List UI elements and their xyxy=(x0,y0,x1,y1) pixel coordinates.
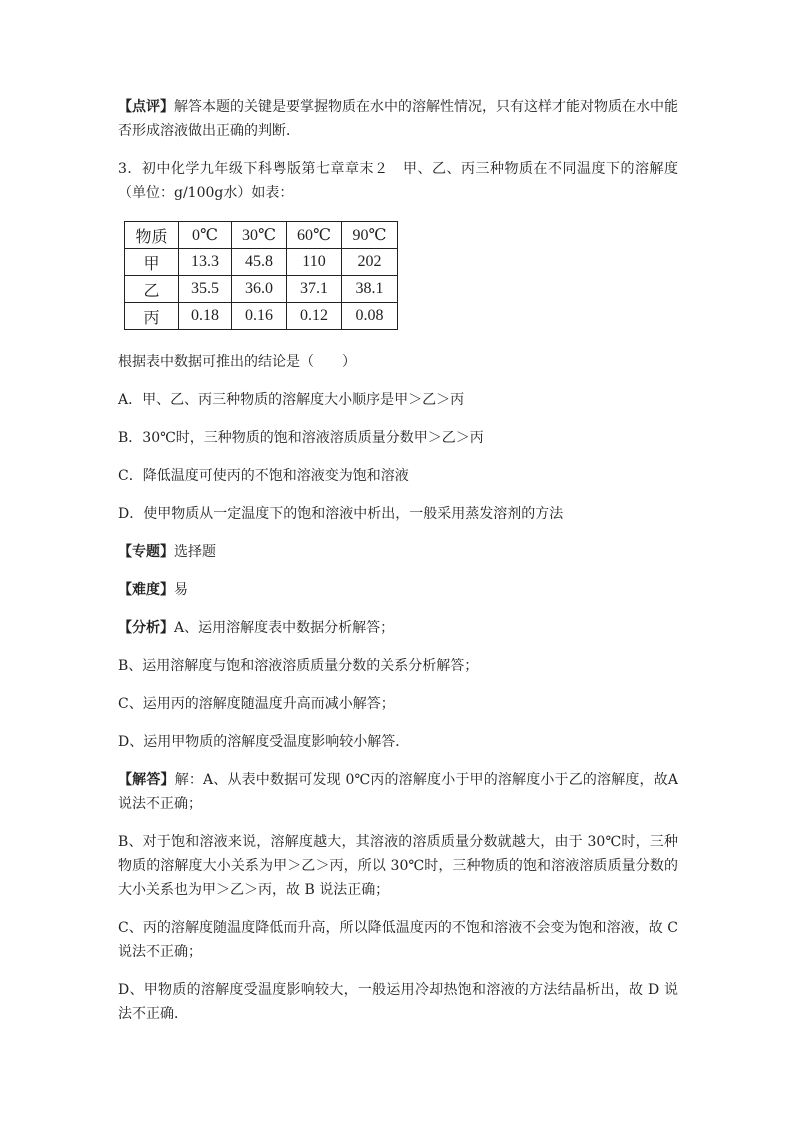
question-number: 3． xyxy=(118,161,142,177)
table-header-cell: 90℃ xyxy=(342,222,398,249)
comment-tag: 【点评】 xyxy=(118,99,174,115)
answer-line-a xyxy=(118,768,678,816)
table-cell: 0.08 xyxy=(342,303,398,330)
table-cell: 13.3 xyxy=(179,249,232,276)
answer-text: 解：A、从表中数据可发现 0℃丙的溶解度小于甲的溶解度小于乙的溶解度，故A说法不正确； xyxy=(118,772,678,812)
table-row xyxy=(125,303,398,330)
table-cell: 丙 xyxy=(125,303,179,330)
difficulty-text: 易 xyxy=(174,582,188,598)
analysis-text: A、运用溶解度表中数据分析解答； xyxy=(174,620,395,636)
table-row xyxy=(125,249,398,276)
table-cell: 甲 xyxy=(125,249,179,276)
answer-tag: 【解答】 xyxy=(118,772,175,788)
table-header-cell: 30℃ xyxy=(232,222,287,249)
analysis-line-c: C、运用丙的溶解度随温度升高而减小解答； xyxy=(118,696,395,712)
table-cell: 110 xyxy=(287,249,342,276)
solubility-table xyxy=(124,221,398,330)
question-stem xyxy=(118,157,678,205)
analysis-line-b: B、运用溶解度与饱和溶液溶质质量分数的关系分析解答； xyxy=(118,658,479,674)
option-b: B．30℃时，三种物质的饱和溶液溶质质量分数甲＞乙＞丙 xyxy=(118,430,484,446)
document-content xyxy=(118,95,678,1040)
table-header-cell: 物质 xyxy=(125,222,179,249)
answer-line-d: D、甲物质的溶解度受温度影响较大，一般运用冷却热饱和溶液的方法结晶析出，故 D 说法不正确． xyxy=(118,982,678,1022)
table-header-cell: 0℃ xyxy=(179,222,232,249)
table-header-row xyxy=(125,222,398,249)
comment-paragraph xyxy=(118,95,678,143)
table-cell: 35.5 xyxy=(179,276,232,303)
table-cell: 0.18 xyxy=(179,303,232,330)
comment-text: 解答本题的关键是要掌握物质在水中的溶解性情况，只有这样才能对物质在水中能否形成溶液做出正确的判断． xyxy=(118,99,678,139)
topic-text: 选择题 xyxy=(174,544,216,560)
answer-line-b: B、对于饱和溶液来说，溶解度越大，其溶液的溶质质量分数就越大，由于 30℃时，三种物质的溶解度大小关系为甲＞乙＞丙，所以 30℃时，三种物质的饱和溶液溶质质量分数的大小关系也为甲＞乙＞丙，故 B 说法正确； xyxy=(118,834,678,898)
table-cell: 0.16 xyxy=(232,303,287,330)
difficulty-line xyxy=(118,578,678,602)
question-source: 初中化学九年级下科粤版第七章章末２ xyxy=(141,161,389,177)
answer-line-c: C、丙的溶解度随温度降低而升高，所以降低温度丙的不饱和溶液不会变为饱和溶液，故 C 说法不正确； xyxy=(118,920,678,960)
topic-tag: 【专题】 xyxy=(118,544,174,560)
table-cell: 45.8 xyxy=(232,249,287,276)
option-a: A．甲、乙、丙三种物质的溶解度大小顺序是甲＞乙＞丙 xyxy=(118,392,465,408)
analysis-line-a xyxy=(118,616,678,640)
option-c: C．降低温度可使丙的不饱和溶液变为饱和溶液 xyxy=(118,468,409,484)
difficulty-tag: 【难度】 xyxy=(118,582,174,598)
table-cell: 乙 xyxy=(125,276,179,303)
analysis-tag: 【分析】 xyxy=(118,620,174,636)
table-cell: 38.1 xyxy=(342,276,398,303)
table-row xyxy=(125,276,398,303)
analysis-line-d: D、运用甲物质的溶解度受温度影响较小解答． xyxy=(118,734,410,750)
option-d: D．使甲物质从一定温度下的饱和溶液中析出，一般采用蒸发溶剂的方法 xyxy=(118,506,564,522)
question-prompt: 根据表中数据可推出的结论是（ ） xyxy=(118,354,356,370)
table-cell: 36.0 xyxy=(232,276,287,303)
table-cell: 202 xyxy=(342,249,398,276)
topic-line xyxy=(118,540,678,564)
question-text: 甲、乙、丙三种物质在不同温度下的溶解度（单位：g/100g水）如表： xyxy=(118,161,679,201)
table-header-cell: 60℃ xyxy=(287,222,342,249)
table-cell: 37.1 xyxy=(287,276,342,303)
table-cell: 0.12 xyxy=(287,303,342,330)
